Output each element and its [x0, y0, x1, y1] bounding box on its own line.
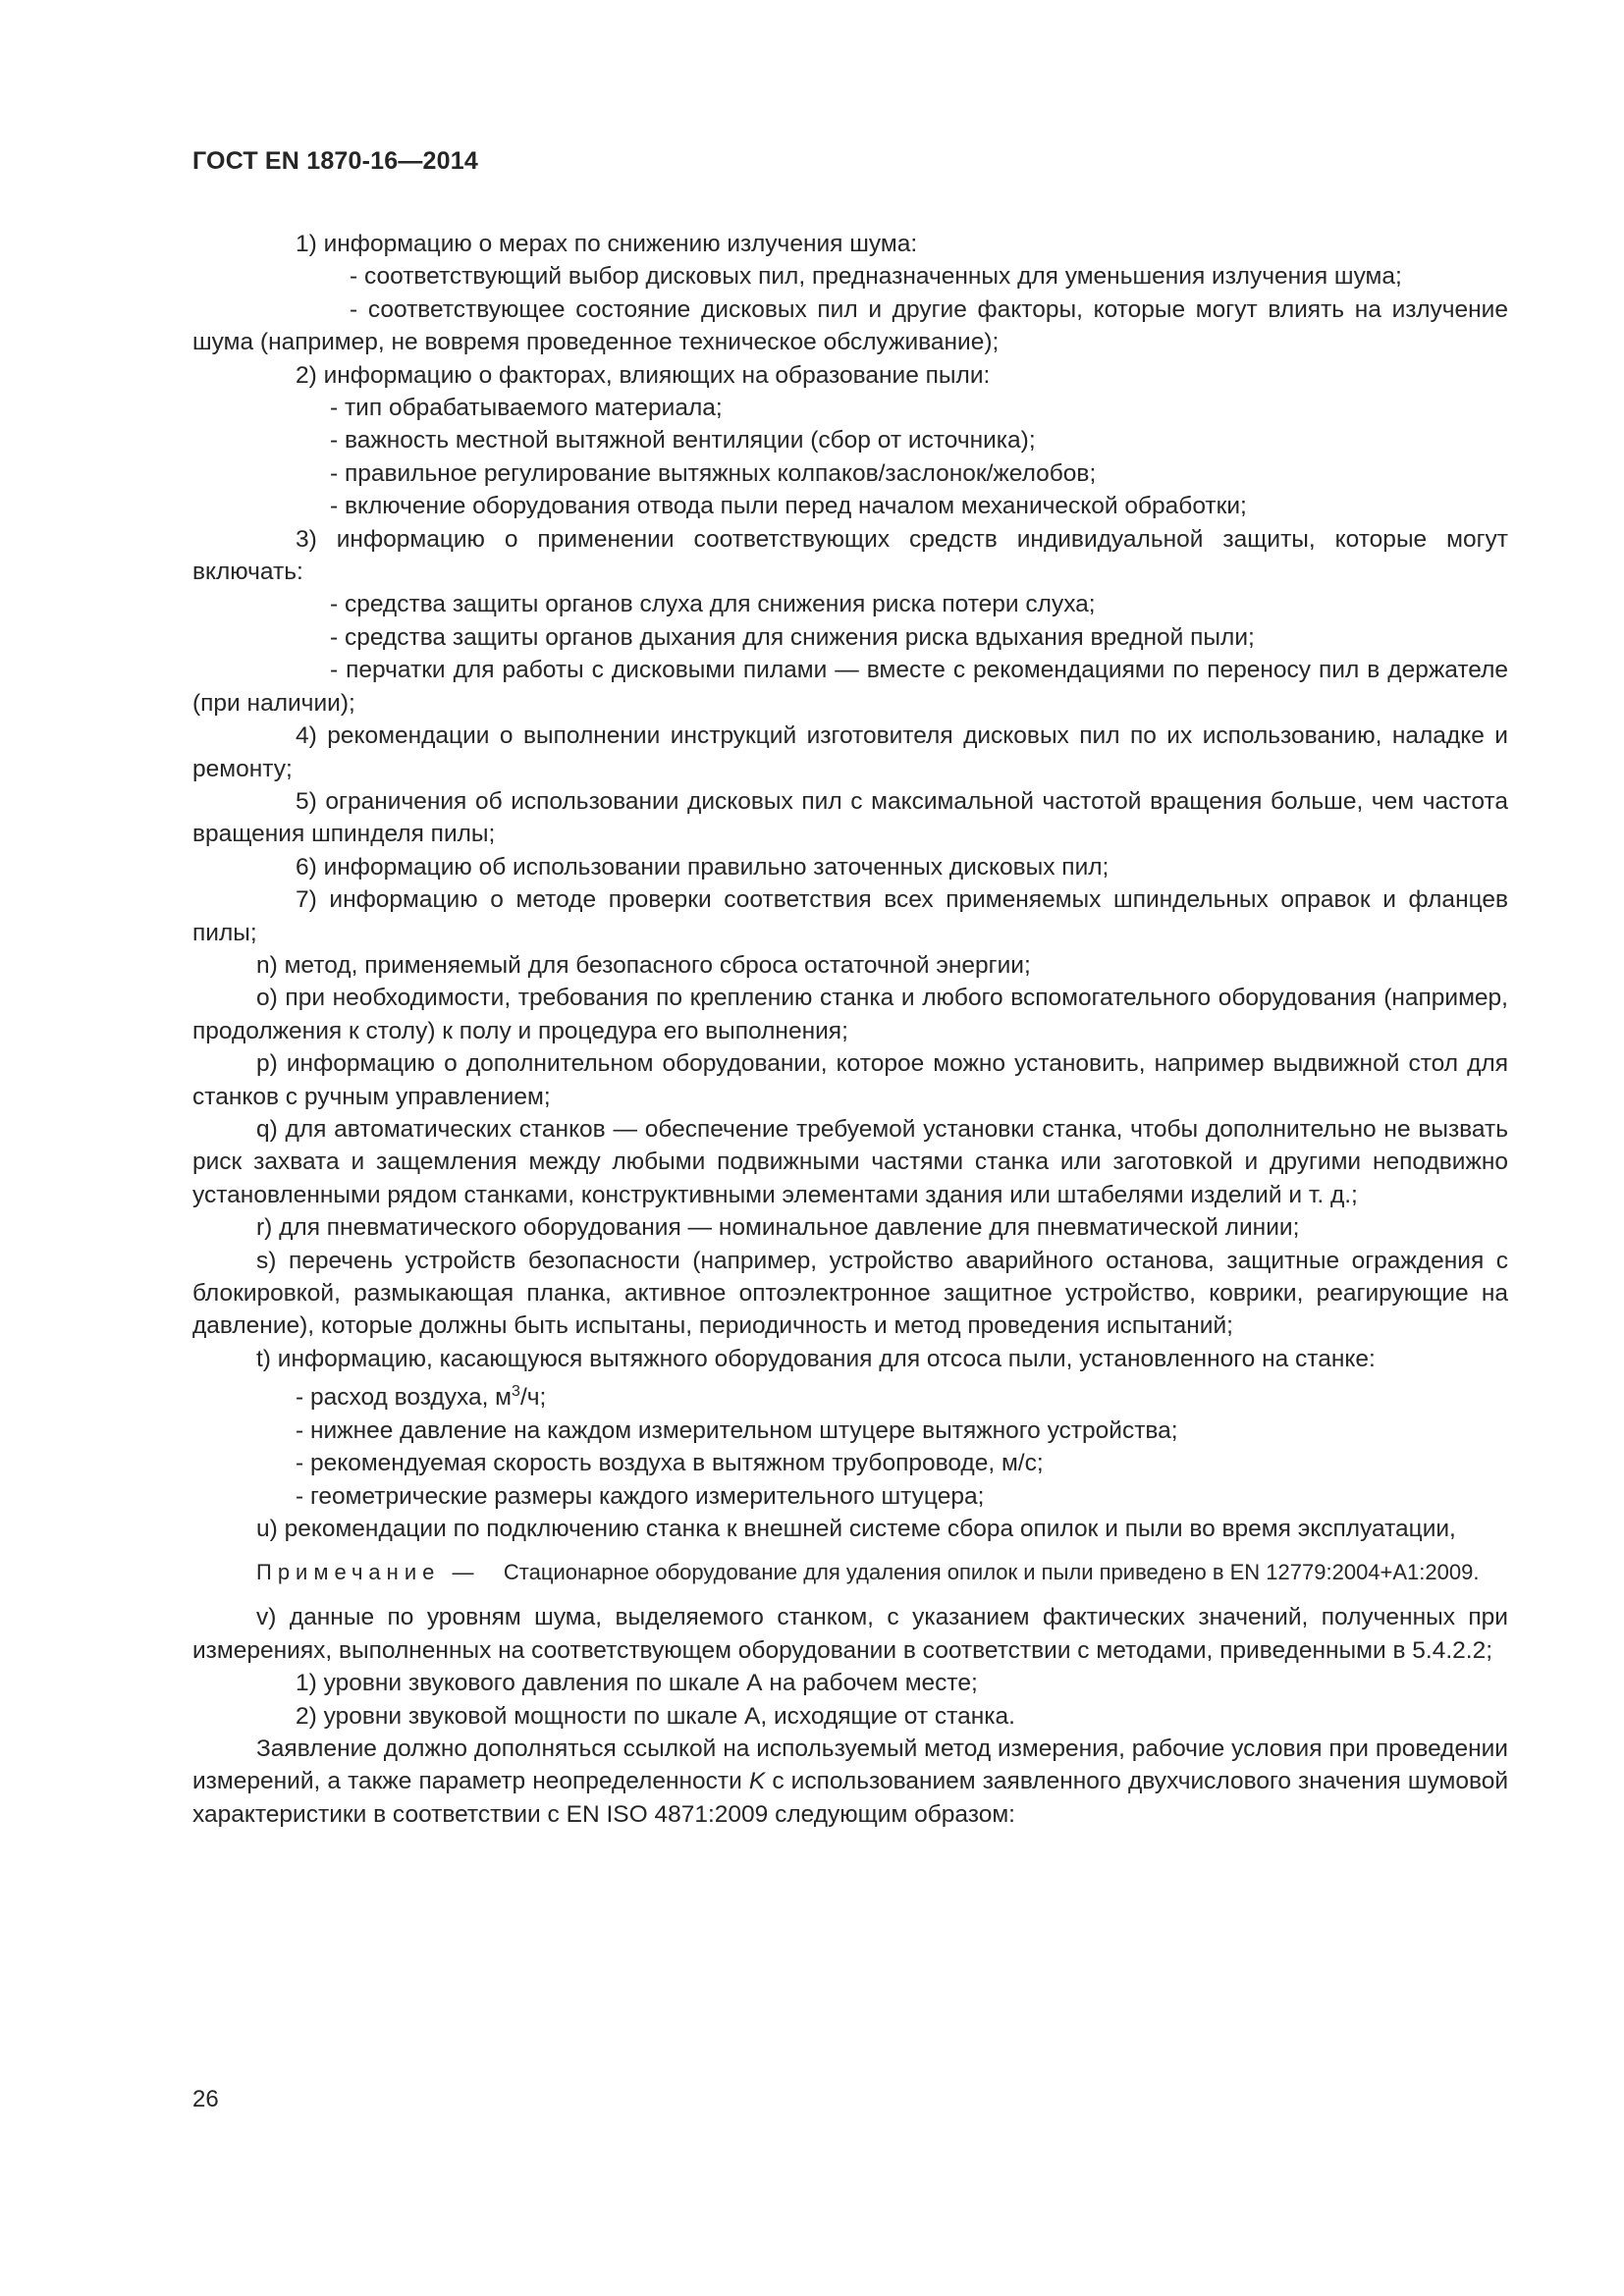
list-item-airflow: - расход воздуха, $м^3/ч$; [296, 1383, 547, 1412]
list-item: n) метод, применяемый для безопасного сброса остаточной энергии; [256, 951, 1031, 979]
final-paragraph: Заявление должно дополняться ссылкой на используемый метод измерения, рабочие условия при проведении измерений, а также параметр неопределенности K с использованием заявленного двухчислового значения шумовой характеристики в соответствии с EN ISO 4871:2009 следующим образом: [192, 1735, 1509, 1828]
list-block-t [192, 1415, 1508, 1546]
list-item: - средства защиты органов слуха для снижения риска потери слуха; [330, 591, 1096, 618]
list-item: - тип обрабатываемого материала; [330, 395, 723, 422]
uncertainty-symbol: K [748, 1768, 766, 1795]
list-item: - нижнее давление на каждом измерительном штуцере вытяжного устройства; [296, 1416, 1178, 1444]
list-item: 6) информацию об использовании правильно заточенных дисковых пил; [296, 853, 1110, 881]
note-text: Стационарное оборудование для удаления опилок и пыли приведено в EN 12779:2004+A1:2009. [503, 1560, 1480, 1585]
list-item: 7) информацию о методе проверки соответствия всех применяемых шпиндельных оправок и фланцев пилы; [192, 886, 1508, 946]
list-item: p) информацию о дополнительном оборудовании, которое можно установить, например выдвижной стол для станков с ручным управлением; [192, 1050, 1508, 1110]
list-block-main [192, 228, 1508, 1375]
list-item: u) рекомендации по подключению станка к внешней системе сбора опилок и пыли во время эксплуатации, [256, 1516, 1456, 1542]
page-number: 26 [192, 2086, 219, 2112]
list-item: 3) информацию о применении соответствующих средств индивидуальной защиты, которые могут включать: [192, 525, 1508, 586]
list-item: 5) ограничения об использовании дисковых пил с максимальной частотой вращения больше, чем частота вращения шпинделя пилы; [192, 787, 1508, 848]
list-item: 4) рекомендации о выполнении инструкций изготовителя дисковых пил по их использованию, наладке и ремонту; [192, 722, 1508, 782]
list-item: 2) информацию о факторах, влияющих на образование пыли: [296, 361, 991, 389]
list-item: - правильное регулирование вытяжных колпаков/заслонок/желобов; [330, 459, 1097, 487]
list-item: - включение оборудования отвода пыли перед началом механической обработки; [330, 493, 1247, 520]
list-item: 1) информацию о мерах по снижению излучения шума: [296, 231, 918, 257]
list-item: s) перечень устройств безопасности (например, устройство аварийного останова, защитные ограждения с блокировкой, размыкающая планка, активное оптоэлектронное защитное устройство, коврики, реагирующие на давление), которые должны быть испытаны, периодичность и метод проведения испытаний; [192, 1247, 1508, 1340]
note [192, 1557, 1508, 1587]
list-item: - средства защиты органов дыхания для снижения риска вдыхания вредной пыли; [330, 623, 1255, 651]
document-header: ГОСТ EN 1870-16—2014 [192, 147, 478, 175]
list-item: - соответствующее состояние дисковых пил и другие факторы, которые могут влиять на излучение шума (например, не вовремя проведенное техническое обслуживание); [192, 295, 1508, 356]
list-item: 1) уровни звукового давления по шкале А на рабочем месте; [296, 1670, 978, 1697]
note-label: Примечание — [256, 1560, 480, 1585]
list-item: 2) уровни звуковой мощности по шкале А, исходящие от станка. [296, 1702, 1015, 1730]
list-item: r) для пневматического оборудования — номинальное давление для пневматической линии; [256, 1214, 1300, 1242]
list-item: - перчатки для работы с дисковыми пилами — вместе с рекомендациями по переносу пил в держателе (при наличии); [192, 657, 1508, 717]
list-item: - рекомендуемая скорость воздуха в вытяжном трубопроводе, м/с; [296, 1450, 1044, 1477]
list-item: q) для автоматических станков — обеспечение требуемой установки станка, чтобы дополнительно не вызвать риск захвата и защемления между любыми подвижными частями станка или заготовкой и другими неподвижно установленными рядом станками, конструктивными элементами здания или штабелями изделий и т. д.; [192, 1115, 1508, 1208]
list-item: v) данные по уровням шума, выделяемого станком, с указанием фактических значений, полученных при измерениях, выполненных на соответствующем оборудовании в соответствии с методами, приведенными в 5.4.2.2; [192, 1604, 1508, 1664]
list-item: - важность местной вытяжной вентиляции (сбор от источника); [330, 427, 1036, 454]
list-block-v [192, 1601, 1508, 1733]
list-item: - геометрические размеры каждого измерительного штуцера; [296, 1482, 985, 1510]
list-item: t) информацию, касающуюся вытяжного оборудования для отсоса пыли, установленного на станке: [256, 1345, 1376, 1372]
list-item: - соответствующий выбор дисковых пил, предназначенных для уменьшения излучения шума; [350, 263, 1402, 291]
document-body [192, 228, 1508, 1831]
list-item: o) при необходимости, требования по креплению станка и любого вспомогательного оборудования (например, продолжения к столу) к полу и процедура его выполнения; [192, 985, 1508, 1044]
